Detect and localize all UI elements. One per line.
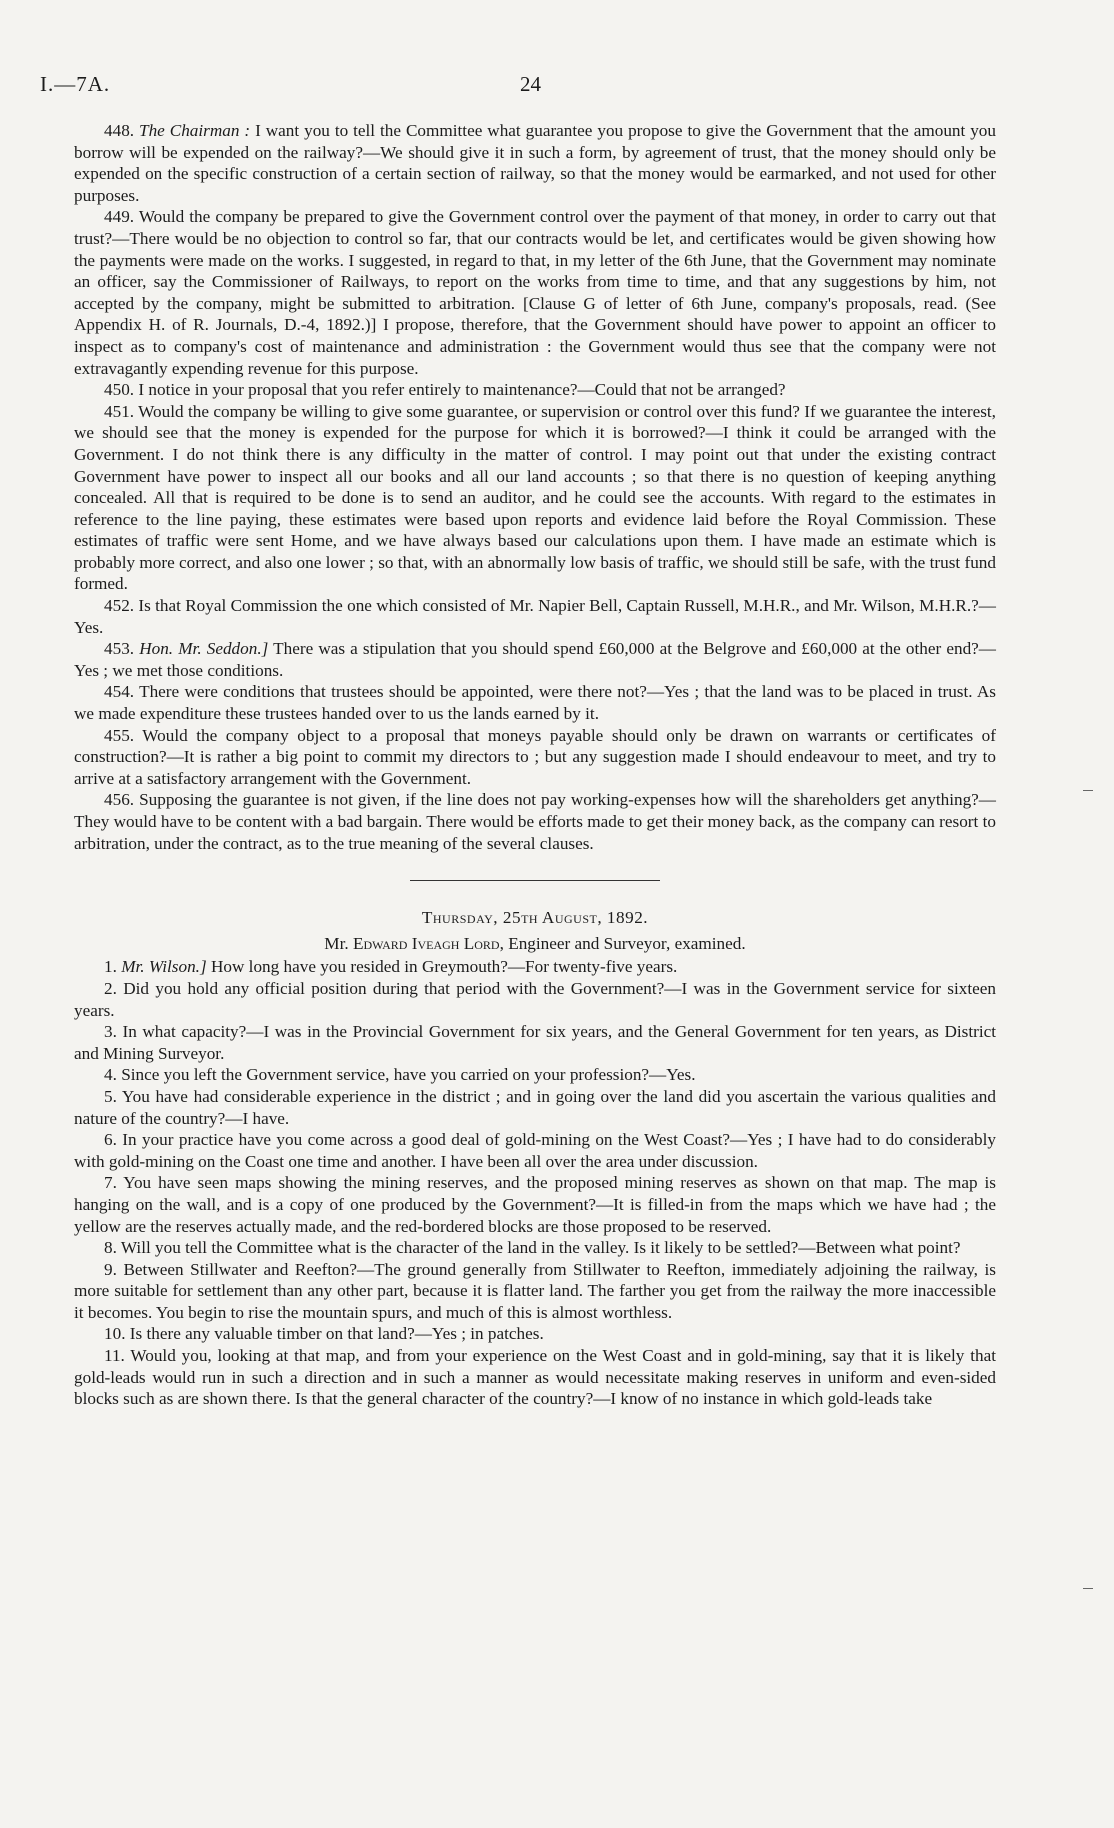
- question-paragraph: [74, 1021, 996, 1064]
- question-text: There was a stipulation that you should spend £60,000 at the Belgrove and £60,000 at the other end?—Yes ; we met those conditions.: [74, 639, 996, 680]
- document-reference: I.—7A.: [40, 72, 111, 96]
- question-number: 448.: [104, 121, 135, 140]
- question-text: Would the company be prepared to give the Government control over the payment of that money, in order to carry out that trust?—There would be no objection to control so far, that our contracts would be let, and certificates would be given showing how the payments were made on the works. I suggested, in regard to that, in my letter of the 6th June, that the Government may nominate an officer, say the Commissioner of Railways, to report on the works from time to time, and that any suggestions by him, not accepted by the company, might be submitted to arbitration. [Clause G of letter of 6th June, company's proposals, read. (See Appendix H. of R. Journals, D.-4, 1892.)] I propose, therefore, that the Government should have power to appoint an officer to inspect as to company's cost of maintenance and administration : the Government would thus see that the company were not extravagantly expending revenue for this purpose.: [74, 207, 996, 378]
- question-paragraph: [74, 1345, 996, 1410]
- question-text: Supposing the guarantee is not given, if the line does not pay working-expenses how will the shareholders get anything?—They would have to be content with a bad bargain. There would be efforts made to get their money back, as the company can resort to arbitration, under the contract, as to the true meaning of the several clauses.: [74, 790, 996, 853]
- question-paragraph: [74, 1172, 996, 1237]
- witness-heading: [74, 933, 996, 955]
- witness-suffix: , Engineer and Surveyor, examined.: [499, 933, 746, 953]
- question-paragraph: [74, 1086, 996, 1129]
- document-body: [74, 120, 996, 1410]
- question-text: Will you tell the Committee what is the character of the land in the valley. Is it likely to be settled?—Between what point?: [120, 1238, 961, 1258]
- question-text: Would the company be willing to give some guarantee, or supervision or control over this fund? If we guarantee the interest, we should see that the money is expended for the purpose for which it is borrowed?—I think it could be arranged with the Government. I do not think there is any difficulty in the matter of control. I may point out that under the existing contract Government have power to inspect all our books and all our land accounts ; so that there is no question of keeping anything concealed. All that is required to be done is to send an auditor, and he could see the accounts. With regard to the estimates in reference to the line paying, these estimates were based upon reports and evidence laid before the Royal Commission. These estimates of traffic were sent Home, and we have always based our calculations upon them. I have made an estimate which is probably more correct, and also one lower ; so that, with an abnormally low basis of traffic, we should still be safe, with the trust fund formed.: [74, 401, 996, 594]
- witness-name: Edward Iveagh Lord: [352, 933, 500, 953]
- question-paragraph: [74, 595, 996, 638]
- margin-mark: [1083, 1588, 1093, 1589]
- question-number: 8.: [104, 1238, 117, 1258]
- question-text: There were conditions that trustees should be appointed, were there not?—Yes ; that the land was to be placed in trust. As we made expenditure these trustees handed over to us the lands earned by it.: [74, 682, 996, 724]
- question-paragraph: [74, 206, 996, 379]
- question-number: 7.: [104, 1173, 117, 1193]
- question-text: Did you hold any official position during that period with the Government?—I was in the Government service for sixteen years.: [74, 978, 996, 1020]
- speaker-name: The Chairman :: [139, 121, 251, 140]
- question-paragraph: [74, 978, 996, 1021]
- question-number: 453.: [104, 639, 135, 659]
- question-number: 4.: [104, 1065, 117, 1085]
- question-text: I notice in your proposal that you refer entirely to maintenance?—Could that not be arranged?: [138, 380, 786, 400]
- question-text: I want you to tell the Committee what guarantee you propose to give the Government that the amount you borrow will be expended on the railway?—We should give it in such a form, by agreement of trust, that the money should only be expended on the specific construction of a certain section of railway, so that the money would be earmarked, and not used for other purposes.: [74, 121, 996, 205]
- speaker-name: Mr. Wilson.]: [121, 957, 207, 977]
- question-paragraph: [74, 1064, 996, 1086]
- question-text: In your practice have you come across a good deal of gold-mining on the West Coast?—Yes ; I have had to do considerably with gold-mining on the Coast one time and another. I have been all over the area under discussion.: [74, 1130, 997, 1171]
- question-paragraph: [74, 1237, 996, 1259]
- question-text: In what capacity?—I was in the Provincial Government for six years, and the General Government for ten years, as District and Mining Surveyor.: [74, 1022, 997, 1063]
- question-paragraph: [74, 681, 996, 724]
- question-paragraph: [74, 379, 996, 401]
- question-paragraph: [74, 638, 996, 681]
- question-number: 449.: [104, 207, 135, 227]
- question-paragraph: [74, 725, 996, 790]
- question-number: 5.: [104, 1086, 117, 1106]
- question-paragraph: [74, 956, 996, 978]
- witness-prefix: Mr.: [324, 933, 353, 953]
- question-text: Since you left the Government service, have you carried on your profession?—Yes.: [121, 1065, 696, 1085]
- question-text: Is there any valuable timber on that land?—Yes ; in patches.: [129, 1324, 544, 1344]
- question-text: You have had considerable experience in the district ; and in going over the land did you ascertain the various qualities and nature of the country?—I have.: [74, 1086, 996, 1128]
- question-number: 2.: [104, 978, 117, 998]
- question-number: 450.: [104, 380, 135, 400]
- question-paragraph: [74, 1129, 996, 1172]
- question-paragraph: [74, 789, 996, 854]
- question-number: 451.: [104, 401, 135, 421]
- question-number: 456.: [104, 790, 135, 810]
- question-paragraph: [74, 1259, 996, 1324]
- question-text: How long have you resided in Greymouth?—For twenty-five years.: [206, 957, 678, 977]
- speaker-name: Hon. Mr. Seddon.]: [139, 639, 269, 659]
- question-paragraph: [74, 1323, 996, 1345]
- question-text: Would you, looking at that map, and from your experience on the West Coast and in gold-mining, say that it is likely that gold-leads would run in such a direction and in such a manner as would necessitate making reserves in uniform and even-sided blocks such as are shown there. Is that the general character of the country?—I know of no instance in which gold-leads take: [74, 1346, 996, 1409]
- question-number: 452.: [104, 596, 135, 616]
- page-number: 24: [520, 72, 541, 96]
- margin-mark: [1083, 790, 1093, 791]
- question-paragraph: [74, 401, 996, 595]
- section-divider: [410, 880, 660, 881]
- question-number: 454.: [104, 682, 135, 702]
- question-number: 6.: [104, 1130, 117, 1150]
- question-paragraph: [74, 120, 996, 206]
- question-text: Is that Royal Commission the one which consisted of Mr. Napier Bell, Captain Russell, M.H.R., and Mr. Wilson, M.H.R.?—Yes.: [74, 596, 996, 637]
- question-number: 3.: [104, 1022, 117, 1042]
- question-number: 11.: [104, 1346, 125, 1366]
- evidence-section-2: [74, 956, 996, 1409]
- question-number: 1.: [104, 957, 117, 977]
- question-number: 455.: [104, 725, 135, 745]
- question-number: 10.: [104, 1324, 126, 1344]
- question-number: 9.: [104, 1259, 117, 1279]
- question-text: Between Stillwater and Reefton?—The ground generally from Stillwater to Reefton, immediately adjoining the railway, is more suitable for settlement than any other part, because it is flatter land. The farther you get from the railway the more inaccessible it becomes. You begin to rise the mountain spurs, and much of this is almost worthless.: [74, 1259, 996, 1322]
- page-header: [40, 72, 996, 102]
- question-text: You have seen maps showing the mining reserves, and the proposed mining reserves as shown on that map. The map is hanging on the wall, and is a copy of one produced by the Government?—It is filled-in from the maps which we have had ; the yellow are the reserves actually made, and the red-bordered blocks are those proposed to be reserved.: [74, 1173, 996, 1236]
- session-date: Thursday, 25th August, 1892.: [421, 908, 649, 928]
- question-text: Would the company object to a proposal that moneys payable should only be drawn on warrants or certificates of construction?—It is rather a big point to commit my directors to ; but any suggestion made I should endeavour to meet, and try to arrive at a satisfactory arrangement with the Government.: [74, 725, 996, 788]
- evidence-section-1: [74, 120, 996, 854]
